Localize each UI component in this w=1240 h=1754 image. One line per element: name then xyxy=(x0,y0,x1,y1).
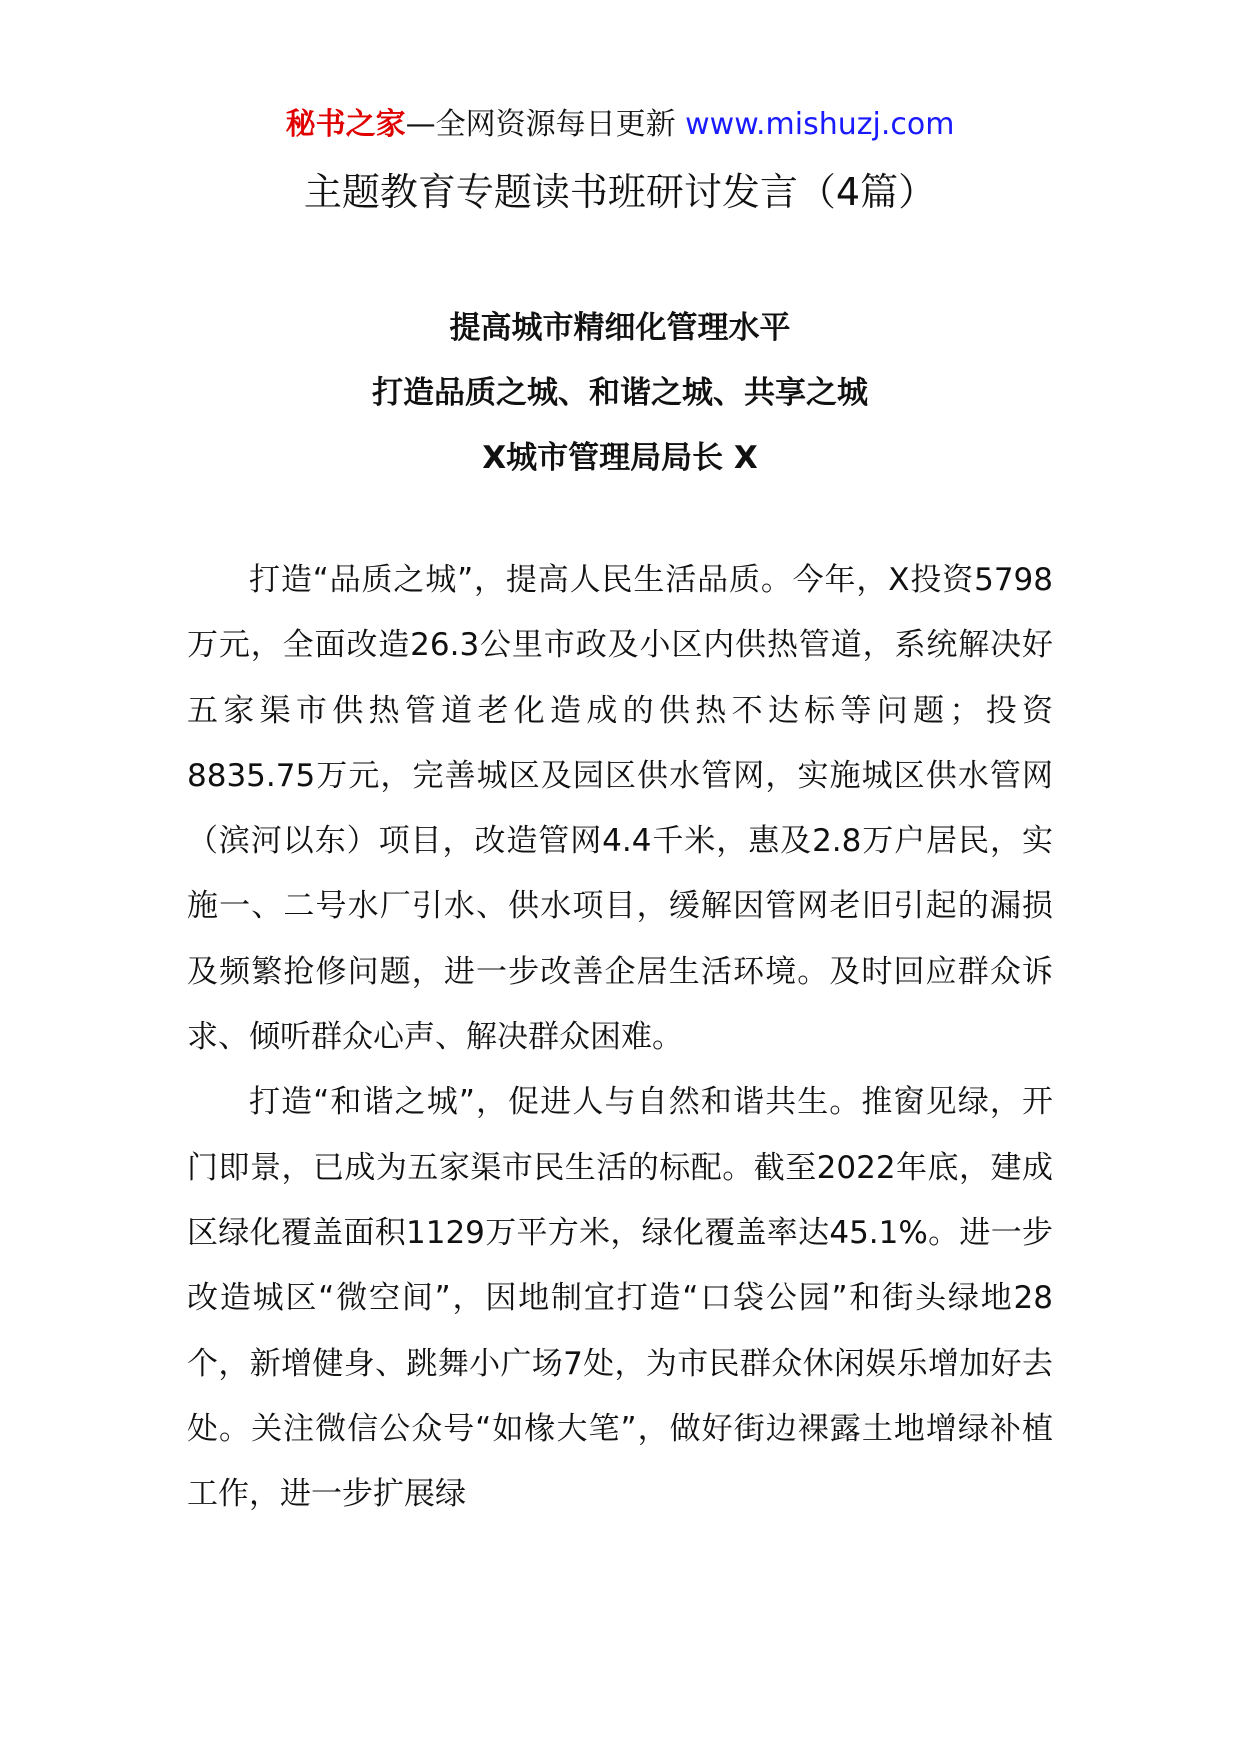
article-heading xyxy=(0,296,1240,491)
heading-line-1: 提高城市精细化管理水平 xyxy=(449,310,791,346)
site-header xyxy=(0,100,1240,150)
site-link[interactable]: www.mishuzj.com xyxy=(685,107,955,142)
brand-name: 秘书之家 xyxy=(285,107,406,142)
article-body xyxy=(187,548,1053,1527)
paragraph-1: 打造“品质之城”，提高人民生活品质。今年，X投资5798万元，全面改造26.3公里市政及小区内供热管道，系统解决好五家渠市供热管道老化造成的供热不达标等问题；投资8835.75万元，完善城区及园区供水管网，实施城区供水管网（滨河以东）项目，改造管网4.4千米，惠及2.8万户居民，实施一、二号水厂引水、供水项目，缓解因管网老旧引起的漏损及频繁抢修问题，进一步改善企居生活环境。及时回应群众诉求、倾听群众心声、解决群众困难。 xyxy=(187,562,1053,1056)
paragraph-2: 打造“和谐之城”，促进人与自然和谐共生。推窗见绿，开门即景，已成为五家渠市民生活的标配。截至2022年底，建成区绿化覆盖面积1129万平方米，绿化覆盖率达45.1%。进一步改造城区“微空间”，因地制宜打造“口袋公园”和街头绿地28个，新增健身、跳舞小广场7处，为市民群众休闲娱乐增加好去处。关注微信公众号“如椽大笔”，做好街边裸露土地增绿补植工作，进一步扩展绿 xyxy=(187,1084,1053,1513)
header-tagline: —全网资源每日更新 xyxy=(405,107,686,142)
document-title: 主题教育专题读书班研讨发言（4篇） xyxy=(303,170,937,214)
heading-line-2: 打造品质之城、和谐之城、共享之城 xyxy=(372,375,868,411)
author-line: X城市管理局局长 X xyxy=(482,440,758,476)
